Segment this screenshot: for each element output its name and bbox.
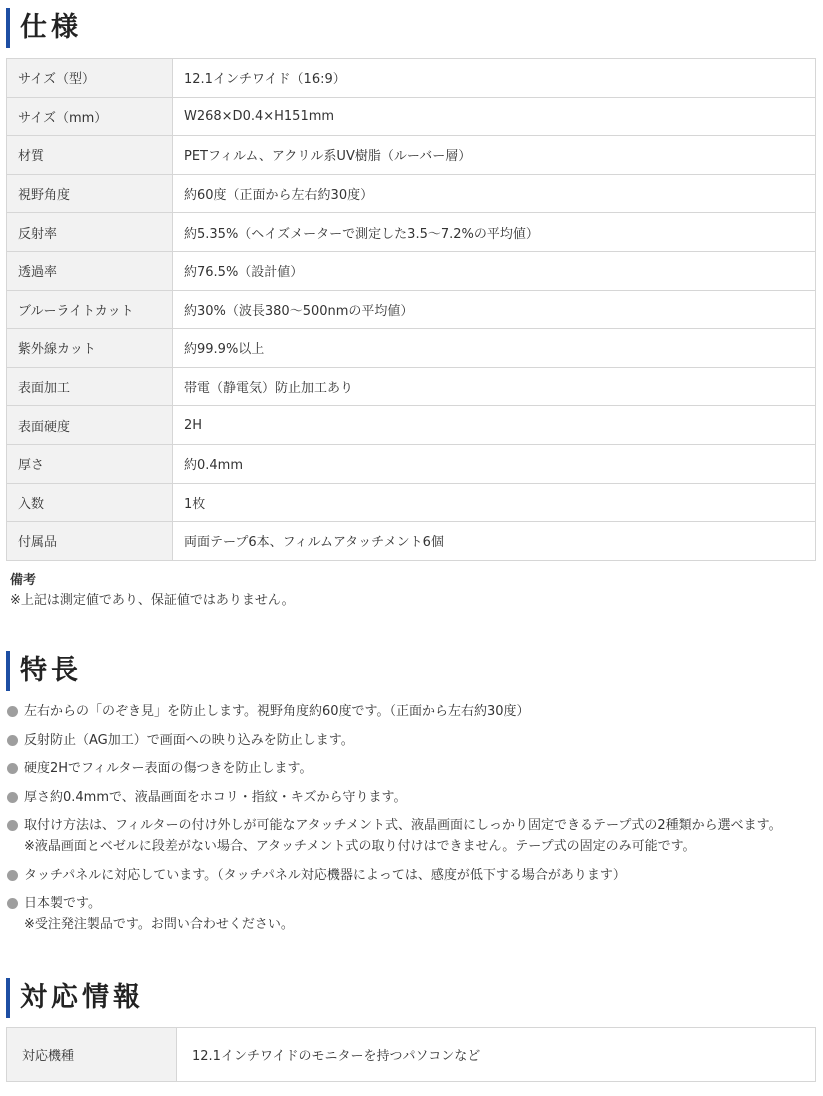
feature-text: タッチパネルに対応しています。（タッチパネル対応機器によっては、感度が低下する場合があります） [24, 867, 626, 883]
spec-label: 紫外線カット [7, 329, 173, 368]
bullet-icon [7, 820, 18, 831]
notes-title: 備考 [10, 573, 37, 588]
compat-value: 12.1インチワイドのモニターを持つパソコンなど [177, 1028, 816, 1082]
spec-notes [10, 571, 295, 611]
feature-text: 日本製です。 [24, 896, 101, 911]
table-row [7, 329, 816, 368]
list-item [6, 787, 818, 808]
list-item [6, 815, 818, 857]
spec-label: 透過率 [7, 251, 173, 290]
table-row [7, 251, 816, 290]
table-row [7, 97, 816, 136]
spec-label: サイズ（型） [7, 59, 173, 98]
spec-value: PETフィルム、アクリル系UV樹脂（ルーバー層） [173, 136, 816, 175]
list-item [6, 730, 818, 751]
bullet-icon [7, 763, 18, 774]
table-row [7, 522, 816, 561]
spec-label: 厚さ [7, 444, 173, 483]
spec-label: サイズ（mm） [7, 97, 173, 136]
spec-heading: 仕様 [6, 8, 82, 48]
spec-label: 付属品 [7, 522, 173, 561]
table-row [7, 59, 816, 98]
table-row [7, 1028, 816, 1082]
feature-note: ※受注発注製品です。お問い合わせください。 [24, 917, 294, 932]
compat-label: 対応機種 [7, 1028, 177, 1082]
features-heading: 特長 [6, 651, 82, 691]
bullet-icon [7, 735, 18, 746]
bullet-icon [7, 870, 18, 881]
spec-label: 入数 [7, 483, 173, 522]
spec-label: ブルーライトカット [7, 290, 173, 329]
spec-value: 12.1インチワイド（16:9） [173, 59, 816, 98]
spec-value: 約60度（正面から左右約30度） [173, 174, 816, 213]
table-row [7, 483, 816, 522]
feature-text: 左右からの「のぞき見」を防止します。視野角度約60度です。（正面から左右約30度） [24, 704, 530, 719]
spec-value: 両面テープ6本、フィルムアタッチメント6個 [173, 522, 816, 561]
features-list [6, 701, 818, 943]
feature-note: ※液晶画面とベゼルに段差がない場合、アタッチメント式の取り付けはできません。テープ式の固定のみ可能です。 [24, 839, 696, 854]
spec-value: 約30%（波長380〜500nmの平均値） [173, 290, 816, 329]
table-row [7, 174, 816, 213]
spec-value: 約76.5%（設計値） [173, 251, 816, 290]
bullet-icon [7, 898, 18, 909]
compat-table [6, 1027, 816, 1082]
spec-value: W268×D0.4×H151mm [173, 97, 816, 136]
feature-text: 取付け方法は、フィルターの付け外しが可能なアタッチメント式、液晶画面にしっかり固定できるテープ式の2種類から選べます。 [24, 818, 782, 833]
spec-label: 表面硬度 [7, 406, 173, 445]
table-row [7, 406, 816, 445]
feature-text: 厚さ約0.4mmで、液晶画面をホコリ・指紋・キズから守ります。 [24, 789, 407, 805]
spec-label: 材質 [7, 136, 173, 175]
spec-label: 表面加工 [7, 367, 173, 406]
spec-label: 反射率 [7, 213, 173, 252]
bullet-icon [7, 792, 18, 803]
spec-value: 1枚 [173, 483, 816, 522]
bullet-icon [7, 706, 18, 717]
spec-value: 約0.4mm [173, 444, 816, 483]
list-item [6, 893, 818, 935]
list-item [6, 701, 818, 722]
notes-text: ※上記は測定値であり、保証値ではありません。 [10, 593, 295, 608]
table-row [7, 136, 816, 175]
spec-value: 2H [173, 406, 816, 445]
list-item [6, 865, 818, 886]
list-item [6, 758, 818, 779]
feature-text: 硬度2Hでフィルター表面の傷つきを防止します。 [24, 761, 313, 776]
table-row [7, 444, 816, 483]
spec-value: 約99.9%以上 [173, 329, 816, 368]
table-row [7, 213, 816, 252]
compat-heading: 対応情報 [6, 978, 144, 1018]
spec-table [6, 58, 816, 561]
spec-value: 約5.35%（ヘイズメーターで測定した3.5〜7.2%の平均値） [173, 213, 816, 252]
feature-text: 反射防止（AG加工）で画面への映り込みを防止します。 [24, 732, 354, 748]
spec-label: 視野角度 [7, 174, 173, 213]
table-row [7, 367, 816, 406]
spec-value: 帯電（静電気）防止加工あり [173, 367, 816, 406]
table-row [7, 290, 816, 329]
